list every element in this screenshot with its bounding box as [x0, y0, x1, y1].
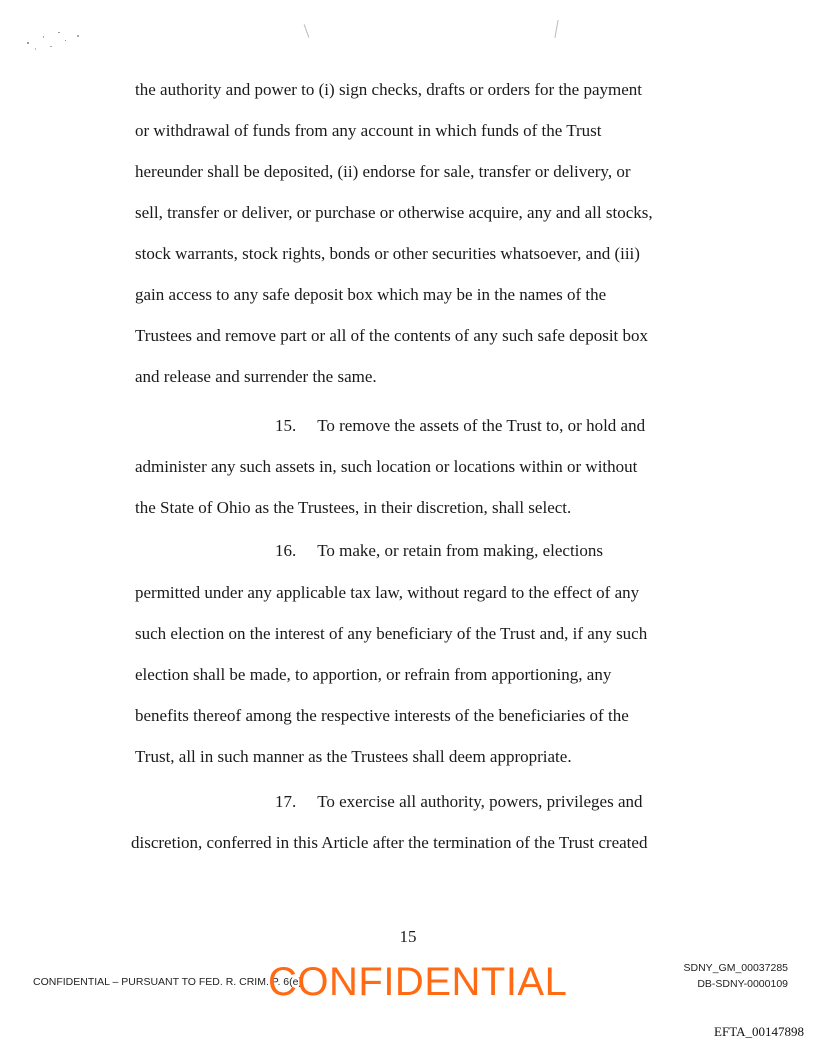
text-line: such election on the interest of any beneficiary of the Trust and, if any such — [135, 624, 648, 643]
confidential-stamp: CONFIDENTIAL — [268, 960, 568, 1004]
text-line: and release and surrender the same. — [135, 367, 377, 386]
bates-number-db: DB-SDNY-0000109 — [697, 978, 788, 990]
text-line: or withdrawal of funds from any account in which funds of the Trust — [135, 121, 602, 140]
text-line: the authority and power to (i) sign checks, drafts or orders for the payment — [135, 80, 643, 99]
text-line: election shall be made, to apportion, or refrain from apportioning, any — [135, 665, 612, 684]
text-line: gain access to any safe deposit box which may be in the names of the — [135, 285, 607, 304]
page-number: 15 — [399, 927, 417, 946]
confidential-notice: CONFIDENTIAL – PURSUANT TO FED. R. CRIM. P. 6(e) — [33, 976, 302, 988]
paragraph-17-start: 17. To exercise all authority, powers, privileges and — [275, 792, 643, 811]
text-line: stock warrants, stock rights, bonds or other securities whatsoever, and (iii) — [135, 244, 640, 263]
text-line: the State of Ohio as the Trustees, in their discretion, shall select. — [135, 498, 572, 517]
text-line: administer any such assets in, such location or locations within or without — [135, 457, 638, 476]
bates-number-sdny: SDNY_GM_00037285 — [683, 962, 788, 974]
paragraph-15-start: 15. To remove the assets of the Trust to, or hold and — [275, 416, 646, 435]
text-line: discretion, conferred in this Article after the termination of the Trust created — [131, 833, 648, 852]
text-line: permitted under any applicable tax law, without regard to the effect of any — [135, 583, 640, 602]
text-line: Trustees and remove part or all of the contents of any such safe deposit box — [135, 326, 649, 345]
text-line: sell, transfer or deliver, or purchase or otherwise acquire, any and all stocks, — [135, 203, 653, 222]
paragraph-16-start: 16. To make, or retain from making, elections — [275, 541, 604, 560]
text-line: Trust, all in such manner as the Trustees shall deem appropriate. — [135, 747, 572, 766]
text-line: hereunder shall be deposited, (ii) endorse for sale, transfer or delivery, or — [135, 162, 631, 181]
efta-number: EFTA_00147898 — [714, 1024, 804, 1039]
text-line: benefits thereof among the respective interests of the beneficiaries of the — [135, 706, 629, 725]
